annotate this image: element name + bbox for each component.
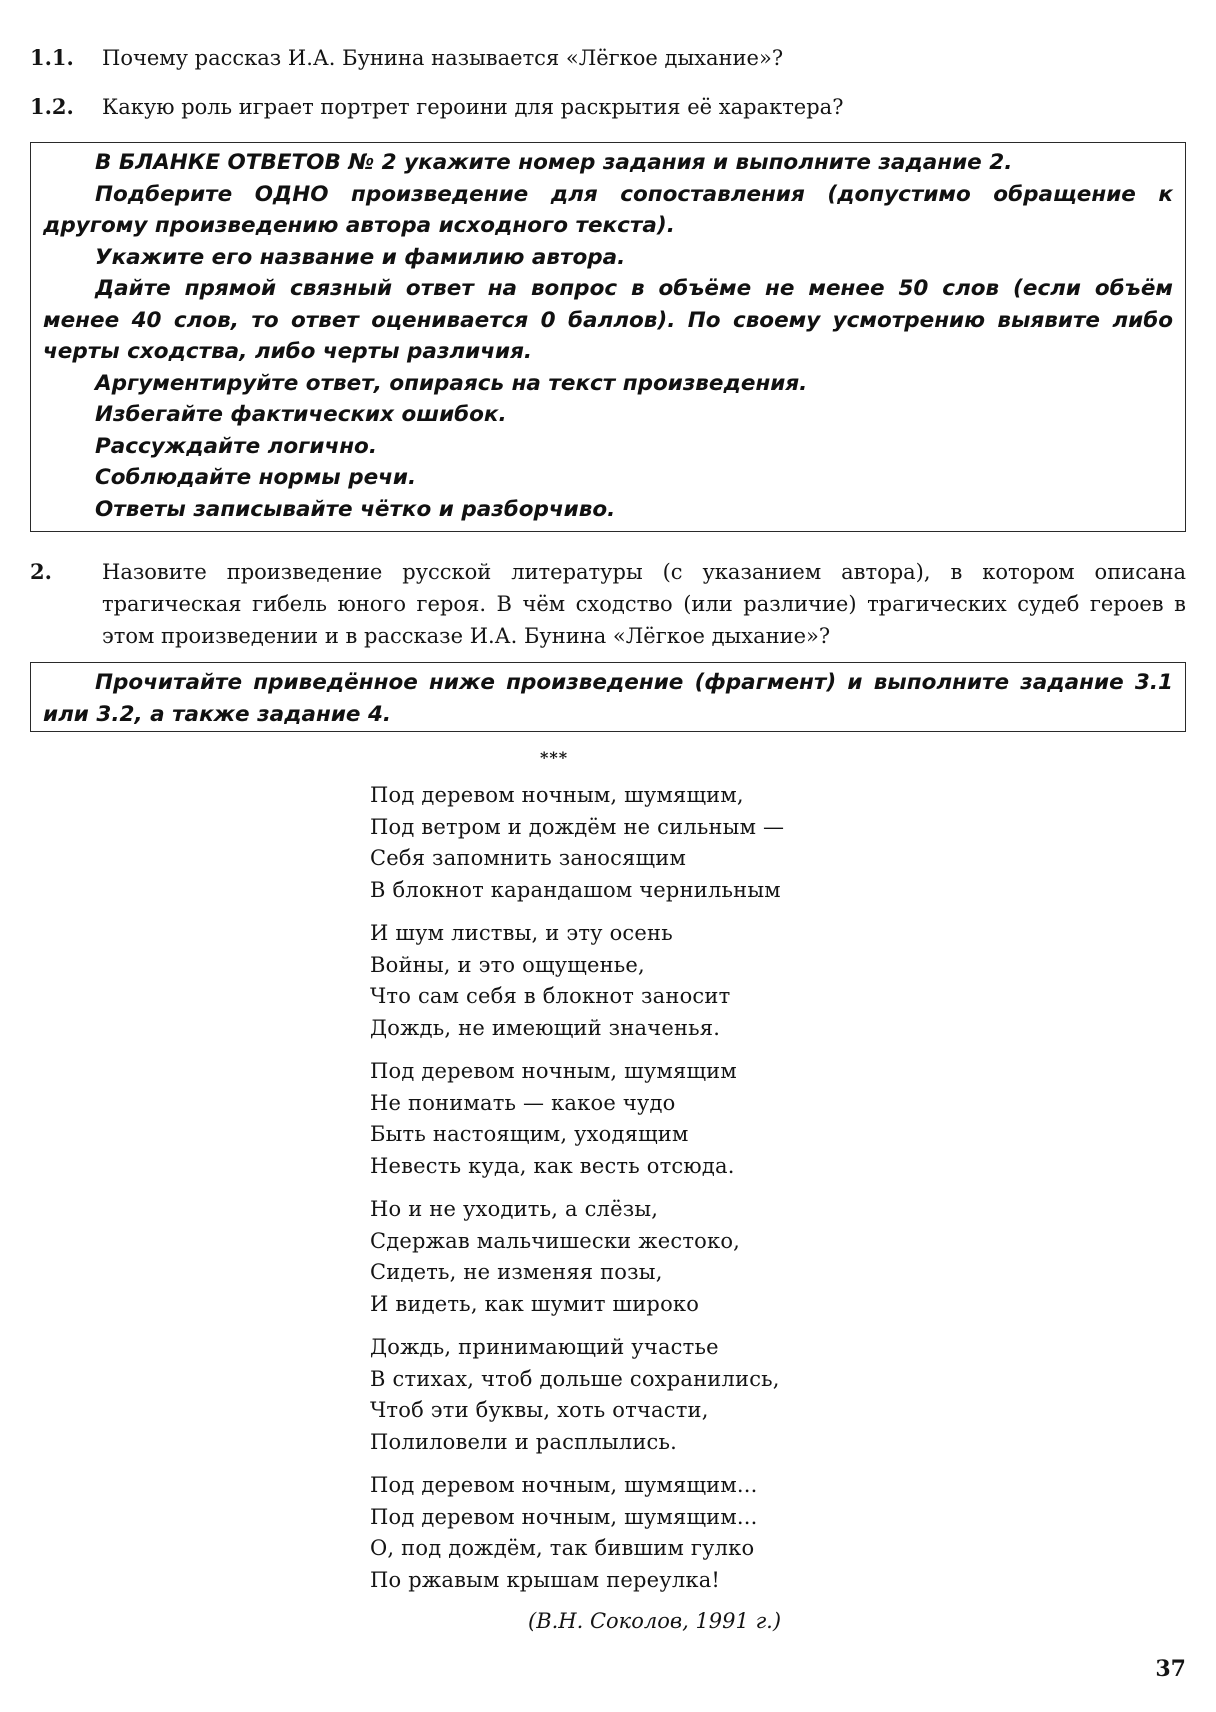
question-number: 2.	[30, 559, 52, 584]
question-text: Почему рассказ И.А. Бунина называется «Лёгкое дыхание»?	[102, 46, 784, 70]
instructions-box	[30, 142, 1186, 532]
question-number: 1.2.	[30, 94, 74, 119]
question-text: Какую роль играет портрет героини для раскрытия её характера?	[102, 95, 844, 119]
poem-line: В блокнот карандашом чернильным	[370, 877, 781, 902]
poem-line: Чтоб эти буквы, хоть отчасти,	[370, 1398, 709, 1422]
reading-instruction-box	[30, 662, 1186, 732]
poem-line: Сидеть, не изменяя позы,	[370, 1260, 663, 1284]
instruction-line: Избегайте фактических ошибок.	[95, 402, 507, 427]
poem-stanza	[370, 780, 784, 906]
poem-stanza	[370, 1332, 784, 1458]
instruction-line: Дайте прямой связный ответ на вопрос в объёме не менее 50 слов (если объём менее 40 слов, то ответ оценивается 0 баллов). По своему усмотрению выявите либо черты сходства, либо черты различия.	[43, 276, 1173, 364]
question-1-1	[30, 42, 1186, 74]
poem-line: О, под дождём, так бившим гулко	[370, 1536, 755, 1560]
poem	[370, 780, 784, 1608]
poem-line: В стихах, чтоб дольше сохранились,	[370, 1366, 780, 1391]
poem-line: Войны, и это ощущенье,	[370, 952, 645, 977]
poem-line: Под деревом ночным, шумящим...	[370, 1473, 758, 1497]
question-number: 1.1.	[30, 45, 74, 70]
instruction-line: Аргументируйте ответ, опираясь на текст произведения.	[95, 370, 808, 396]
poem-line: Под деревом ночным, шумящим...	[370, 1504, 758, 1529]
question-text: Назовите произведение русской литературы (с указанием автора), в котором описана трагическая гибель юного героя. В чём сходство (или различие) трагических судеб героев в этом произведении и в рассказе И.А. Бунина «Лёгкое дыхание»?	[102, 560, 1186, 648]
poem-line: И видеть, как шумит широко	[370, 1291, 700, 1316]
instruction-line: Соблюдайте нормы речи.	[95, 465, 417, 490]
poem-marker: ***	[540, 748, 569, 767]
instruction-line: Рассуждайте логично.	[95, 433, 377, 459]
poem-stanza	[370, 1056, 784, 1182]
poem-stanza	[370, 1470, 784, 1596]
poem-line: Под ветром и дождём не сильным —	[370, 814, 785, 839]
poem-line: Невесть куда, как весть отсюда.	[370, 1153, 735, 1178]
question-2	[30, 556, 1186, 652]
poem-line: И шум листвы, и эту осень	[370, 921, 673, 945]
instruction-line: В БЛАНКЕ ОТВЕТОВ № 2 укажите номер задания и выполните задание 2.	[95, 150, 1013, 175]
poem-line: Себя запомнить заносящим	[370, 846, 687, 870]
question-1-2	[30, 91, 1186, 123]
instruction-line: Укажите его название и фамилию автора.	[95, 244, 626, 270]
poem-line: Под деревом ночным, шумящим	[370, 1059, 737, 1083]
poem-line: Полиловели и расплылись.	[370, 1429, 677, 1454]
poem-line: Дождь, не имеющий значенья.	[370, 1015, 721, 1040]
poem-line: Быть настоящим, уходящим	[370, 1122, 689, 1146]
poem-attribution: (В.Н. Соколов, 1991 г.)	[528, 1609, 782, 1633]
poem-line: Не понимать — какое чудо	[370, 1090, 676, 1115]
poem-stanza	[370, 918, 784, 1044]
page-number: 37	[1155, 1656, 1186, 1682]
poem-line: Что сам себя в блокнот заносит	[370, 984, 731, 1008]
poem-line: Дождь, принимающий участье	[370, 1335, 719, 1359]
reading-instruction-text: Прочитайте приведённое ниже произведение (фрагмент) и выполните задание 3.1 или 3.2, а также задание 4.	[43, 670, 1173, 727]
instruction-line: Подберите ОДНО произведение для сопоставления (допустимо обращение к другому произведению автора исходного текста).	[43, 181, 1173, 238]
poem-line: Под деревом ночным, шумящим,	[370, 783, 744, 807]
instruction-line: Ответы записывайте чётко и разборчиво.	[95, 496, 616, 522]
poem-line: Сдержав мальчишески жестоко,	[370, 1228, 741, 1253]
poem-line: По ржавым крышам переулка!	[370, 1567, 721, 1592]
poem-stanza	[370, 1194, 784, 1320]
poem-line: Но и не уходить, а слёзы,	[370, 1197, 659, 1221]
